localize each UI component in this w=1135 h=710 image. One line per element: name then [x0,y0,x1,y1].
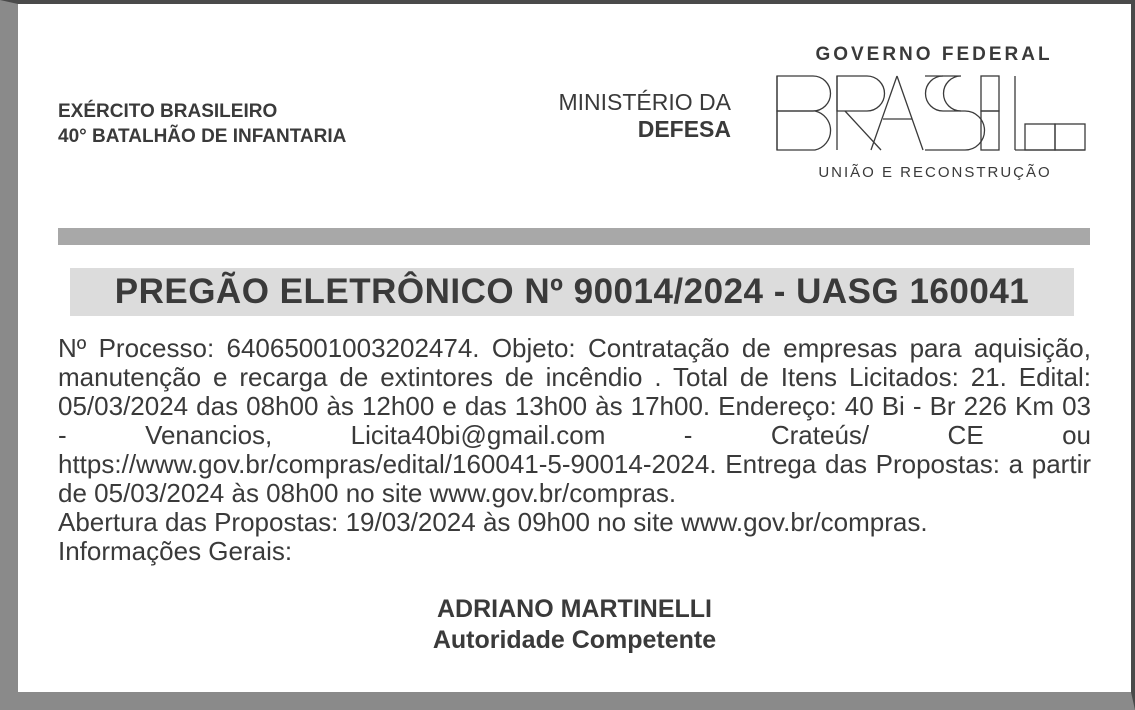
brasil-logo-icon [775,74,1087,152]
government-logo [775,44,1087,181]
organization-block [58,99,346,149]
battalion-name: 40° BATALHÃO DE INFANTARIA [58,126,347,147]
notice-paragraph-info: Informações Gerais: [58,536,293,566]
notice-paragraph-opening: Abertura das Propostas: 19/03/2024 às 09h00 no site www.gov.br/compras. [58,507,928,537]
header-divider [58,228,1090,245]
ministry-name: DEFESA [637,116,731,142]
ministry-label: MINISTÉRIO DA [558,89,731,115]
notice-paragraph-main: Nº Processo: 64065001003202474. Objeto: Contratação de empresas para aquisição, manutenção e recarga de extintores de incêndio . Total de Itens Licitados: 21. Edital: 05/03/2024 das 08h00 às 12h00 e das 13h00 às 17h00. Endereço: 40 Bi - Br 226 Km 03 - Venancios, Licita40bi@gmail.com - Crateús/ CE ou https://www.gov.br/compras/edital/160041-5-90014-2024. Entrega das Propostas: a partir de 05/03/2024 às 08h00 no site www.gov.br/compras. [58,333,1091,508]
signatory-role: Autoridade Competente [432,626,717,654]
gov-top-label: GOVERNO FEDERAL [815,44,1053,65]
gov-slogan: UNIÃO E RECONSTRUÇÃO [818,164,1052,181]
notice-title: PREGÃO ELETRÔNICO Nº 90014/2024 - UASG 160041 [70,268,1074,316]
ministry-block [558,89,731,143]
org-name: EXÉRCITO BRASILEIRO [58,101,278,122]
signature-block [58,594,1091,656]
signatory-name: ADRIANO MARTINELLI [437,595,712,623]
notice-body [58,334,1091,566]
